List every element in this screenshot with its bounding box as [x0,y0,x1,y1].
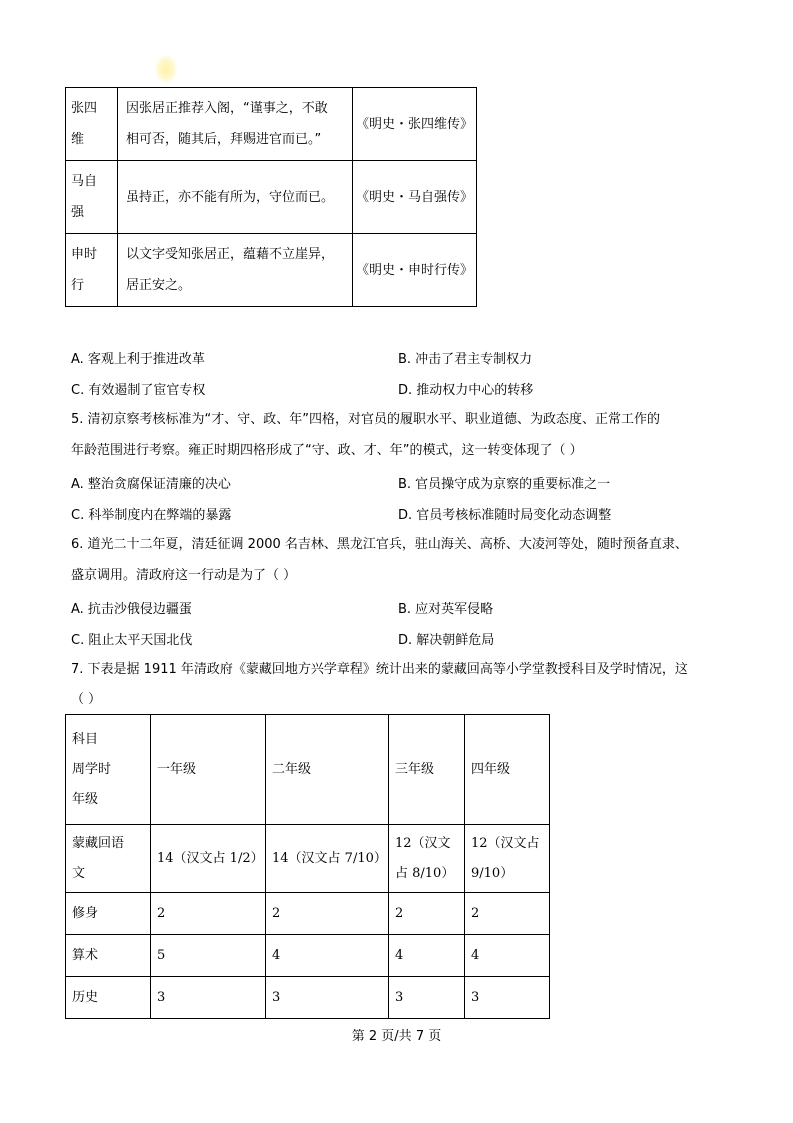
curriculum-table [65,714,550,1019]
subject-cell: 历史 [66,977,151,1019]
hours-cell: 14（汉文占 7/10） [266,825,389,893]
header-grade-3: 三年级 [389,715,465,825]
hours-cell: 5 [151,935,266,977]
hours-cell: 3 [266,977,389,1019]
subject-cell: 修身 [66,893,151,935]
q5-option-d: D. 官员考核标准随时局变化动态调整 [398,508,612,523]
q5-stem: 5. 清初京察考核标准为“才、守、政、年”四格，对官员的履职水平、职业道德、为政态度、正常工作的 年龄范围进行考察。雍正时期四格形成了“守、政、才、年”的模式，这一转变体现了（ ） [71,412,661,458]
official-name: 马自 强 [66,161,118,234]
q5-option-c: C. 科举制度内在弊端的暴露 [71,508,232,523]
officials-table [65,87,477,307]
header-grade-4: 四年级 [465,715,550,825]
official-description: 以文字受知张居正，蕴藉不立崖异， 居正安之。 [118,234,353,307]
q5-option-b: B. 官员操守成为京察的重要标准之一 [398,477,611,492]
hours-cell: 12（汉文 占 8/10） [389,825,465,893]
table-row [66,977,550,1019]
subject-cell: 算术 [66,935,151,977]
official-description: 虽持正，亦不能有所为，守位而已。 [118,161,353,234]
q6-option-b: B. 应对英军侵略 [398,602,494,617]
subject-cell: 蒙藏回语 文 [66,825,151,893]
q6-option-a: A. 抗击沙俄侵边疆蛋 [71,602,192,617]
q4-option-d: D. 推动权力中心的转移 [398,383,534,398]
hours-cell: 2 [151,893,266,935]
header-grade-1: 一年级 [151,715,266,825]
official-name: 申时 行 [66,234,118,307]
official-source: 《明史・张四维传》 [353,88,477,161]
official-name: 张四 维 [66,88,118,161]
hours-cell: 14（汉文占 1/2） [151,825,266,893]
table-row [66,935,550,977]
hours-cell: 2 [389,893,465,935]
q5-option-a: A. 整治贪腐保证清廉的决心 [71,477,231,492]
q4-option-c: C. 有效遏制了宦官专权 [71,383,206,398]
hours-cell: 3 [465,977,550,1019]
q6-option-d: D. 解决朝鲜危局 [398,633,495,648]
q4-option-a: A. 客观上利于推进改革 [71,352,205,367]
header-grade-2: 二年级 [266,715,389,825]
q7-stem: 7. 下表是据 1911 年清政府《蒙藏回地方兴学章程》统计出来的蒙藏回高等小学堂教授科目及学时情况，这 （ ） [71,662,688,707]
hours-cell: 12（汉文占 9/10） [465,825,550,893]
table-row [66,893,550,935]
hours-cell: 2 [465,893,550,935]
q6-option-c: C. 阻止太平天国北伐 [71,633,193,648]
table-header-row [66,715,550,825]
table-row [66,161,477,234]
header-corner-cell: 科目 周学时 年级 [66,715,151,825]
q4-option-b: B. 冲击了君主专制权力 [398,352,533,367]
official-source: 《明史・马自强传》 [353,161,477,234]
table-row [66,88,477,161]
page-footer: 第 2 页/共 7 页 [351,1029,442,1044]
hours-cell: 4 [465,935,550,977]
hours-cell: 3 [151,977,266,1019]
hours-cell: 2 [266,893,389,935]
official-description: 因张居正推荐入阁，“谨事之，不敢 相可否，随其后，拜赐进官而已。” [118,88,353,161]
hours-cell: 3 [389,977,465,1019]
table-row [66,234,477,307]
decorative-glow [155,55,177,83]
hours-cell: 4 [389,935,465,977]
hours-cell: 4 [266,935,389,977]
q6-stem: 6. 道光二十二年夏，清廷征调 2000 名吉林、黑龙江官兵，驻山海关、高桥、大凌河等处，随时预备直隶、 盛京调用。清政府这一行动是为了（ ） [71,537,688,583]
official-source: 《明史・申时行传》 [353,234,477,307]
table-row [66,825,550,893]
